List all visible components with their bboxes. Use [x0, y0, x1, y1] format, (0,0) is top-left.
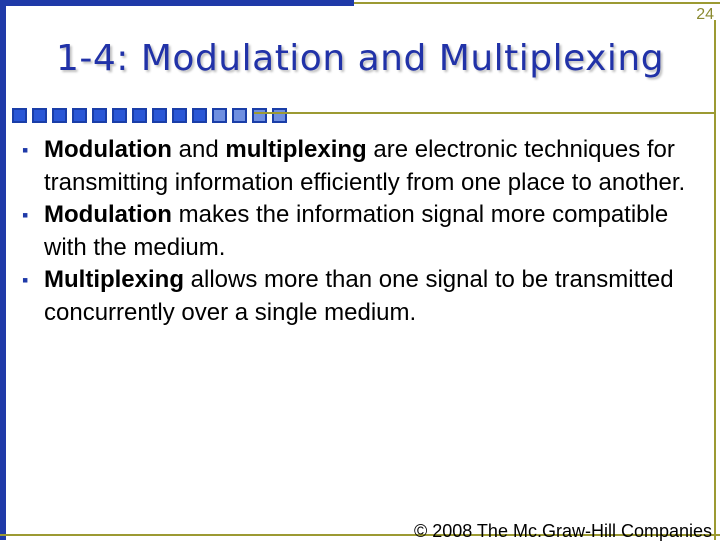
bullet-item	[22, 199, 702, 264]
bold-term: Multiplexing	[44, 266, 184, 293]
bold-term: Modulation	[44, 136, 172, 163]
bold-term: multiplexing	[225, 136, 367, 163]
square-icon	[10, 106, 29, 125]
square-icon	[130, 106, 149, 125]
bullet-text: allows more than one signal to be transmitted concurrently over a single medium.	[44, 266, 674, 326]
bullet-text: are electronic techniques for transmitting information efficiently from one place to another.	[44, 136, 686, 196]
square-icon	[70, 106, 89, 125]
bullet-item	[22, 264, 702, 329]
title-divider	[254, 112, 714, 114]
square-icon	[50, 106, 69, 125]
bullet-item	[22, 134, 702, 199]
left-blue-bar	[0, 0, 6, 540]
top-blue-bar	[0, 0, 354, 6]
square-icon	[170, 106, 189, 125]
decorative-squares	[10, 106, 290, 125]
square-icon	[250, 106, 269, 125]
square-icon	[210, 106, 229, 125]
slide-number: 24	[696, 6, 714, 23]
copyright-footer: © 2008 The Mc.Graw-Hill Companies	[413, 521, 712, 541]
bullet-list	[22, 134, 702, 329]
square-bullet-icon: ▪	[22, 140, 29, 160]
square-icon	[150, 106, 169, 125]
square-icon	[110, 106, 129, 125]
square-bullet-icon: ▪	[22, 205, 29, 225]
square-icon	[270, 106, 289, 125]
bullet-text: and	[171, 136, 226, 163]
right-olive-rule	[714, 20, 716, 540]
square-icon	[30, 106, 49, 125]
bullet-text: makes the information signal more compatible with the medium.	[44, 201, 669, 261]
top-olive-rule	[354, 2, 720, 4]
square-icon	[90, 106, 109, 125]
square-icon	[190, 106, 209, 125]
bold-term: Modulation	[44, 201, 172, 228]
square-bullet-icon: ▪	[22, 270, 29, 290]
square-icon	[230, 106, 249, 125]
slide-title: 1-4: Modulation and Multiplexing	[56, 38, 665, 79]
